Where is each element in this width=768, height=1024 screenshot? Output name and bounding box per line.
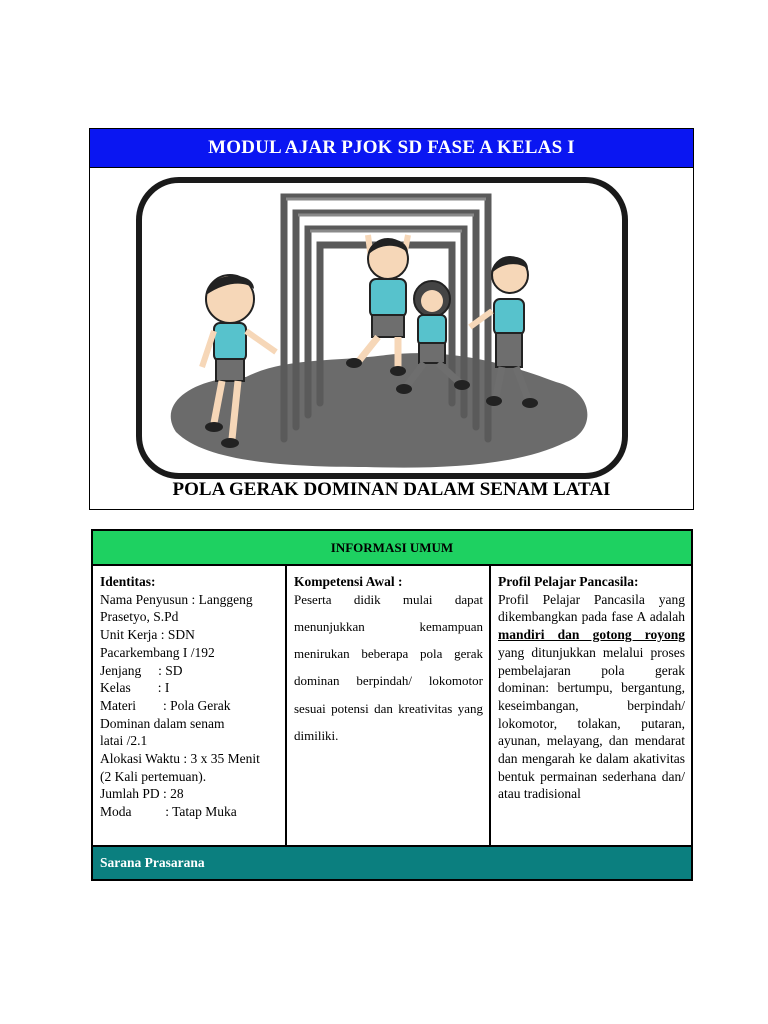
identitas-line: Prasetyo, S.Pd [100,609,179,625]
identitas-line: Moda : Tatap Muka [100,804,237,820]
profil-pelajar-cell [491,566,691,845]
identitas-line: Jumlah PD : 28 [100,786,184,802]
informasi-umum-header: INFORMASI UMUM [93,531,691,566]
identitas-line: Alokasi Waktu : 3 x 35 Menit [100,751,260,767]
profil-text [498,591,685,803]
kompetensi-heading: Kompetensi Awal : [294,574,403,589]
identitas-line: Unit Kerja : SDN [100,627,195,643]
identitas-line: Kelas : I [100,680,170,696]
identitas-heading: Identitas: [100,574,156,589]
profil-emphasis: mandiri dan gotong royong [498,627,685,643]
profil-text-before: Profil Pelajar Pancasila yang dikembangkan pada fase A adalah [498,591,685,625]
identitas-line: Pacarkembang I /192 [100,644,215,660]
identitas-line: Dominan dalam senam [100,715,225,731]
profil-text-after: yang ditunjukkan melalui proses pembelajaran pola gerak dominan: bertumpu, bergantung, keseimbangan, berpindah/ lokomotor, tolakan, putaran, ayunan, melayang, dan mendarat dan mengarah ke dalam akativitas bentuk permainan sederhana dan/ atau tradisional [498,644,685,802]
monkey-bars-illustration [136,177,628,479]
kompetensi-awal-cell [287,566,491,845]
cover-subtitle: POLA GERAK DOMINAN DALAM SENAM LATAI [172,479,611,500]
identitas-line: (2 Kali pertemuan). [100,768,207,784]
identitas-line: Materi : Pola Gerak [100,697,231,713]
identitas-line: latai /2.1 [100,733,148,749]
sarana-prasarana-row: Sarana Prasarana [93,847,691,879]
cover-box [89,128,694,510]
informasi-umum-table [91,529,693,881]
cover-title: MODUL AJAR PJOK SD FASE A KELAS I [90,129,693,168]
identitas-line: Nama Penyusun : Langgeng [100,591,253,607]
profil-heading: Profil Pelajar Pancasila: [498,574,639,589]
identitas-line: Jenjang : SD [100,662,183,678]
identitas-cell [93,566,287,845]
kompetensi-text: Peserta didik mulai dapat menunjukkan kemampuan menirukan beberapa pola gerak dominan berpindah/ lokomotor sesuai potensi dan kreativitas yang dimiliki. [294,591,483,743]
